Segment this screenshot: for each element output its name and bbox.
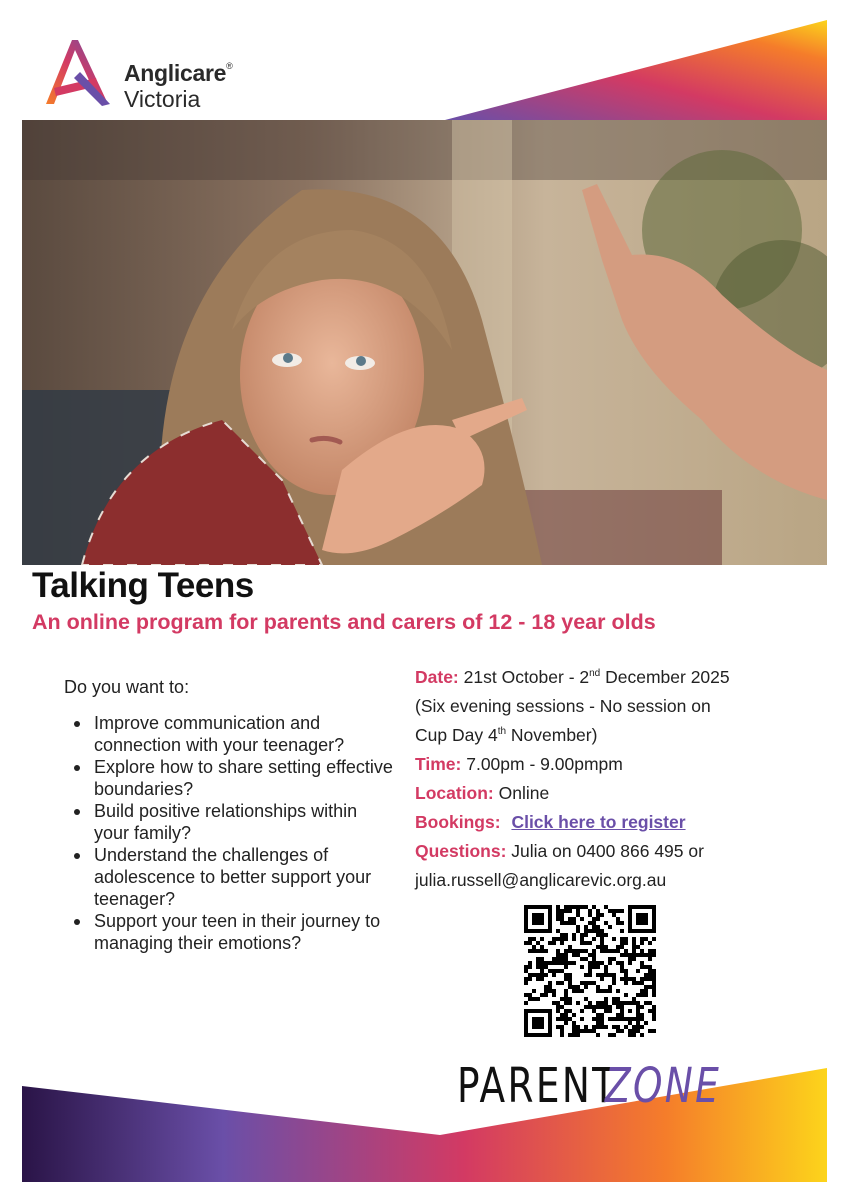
date-label: Date: — [415, 667, 459, 687]
brand-subname: Victoria — [124, 86, 201, 112]
location-value: Online — [498, 783, 550, 803]
location-row — [415, 779, 815, 808]
qr-code-icon[interactable] — [524, 905, 656, 1037]
session-note-line-2: Cup Day 4th November) — [415, 725, 598, 745]
page-subtitle: An online program for parents and carers of 12 - 18 year olds — [32, 610, 656, 634]
list-item: Support your teen in their journey to managing their emotions? — [94, 910, 394, 954]
location-label: Location: — [415, 783, 494, 803]
parentzone-logo-part2: ZONE — [604, 1058, 721, 1114]
hero-photo — [22, 120, 827, 565]
time-label: Time: — [415, 754, 462, 774]
list-item: Explore how to share setting effective boundaries? — [94, 757, 393, 799]
program-details — [415, 663, 815, 895]
benefits-section — [64, 676, 394, 954]
time-value: 7.00pm - 9.00pmpm — [466, 754, 623, 774]
bookings-row — [415, 808, 815, 837]
session-note-line-1: (Six evening sessions - No session on — [415, 696, 711, 716]
contact-email[interactable]: julia.russell@anglicarevic.org.au — [415, 870, 667, 890]
questions-label: Questions: — [415, 841, 507, 861]
page-title: Talking Teens — [32, 566, 254, 605]
bookings-label: Bookings: — [415, 812, 501, 832]
questions-value: Julia on 0400 866 495 or — [511, 841, 704, 861]
list-item: Improve communication and connection with your teenager? — [94, 712, 394, 756]
parentzone-logo-part1: PARENT — [457, 1058, 618, 1114]
questions-row — [415, 837, 815, 866]
parentzone-logo — [457, 1058, 754, 1114]
benefits-intro: Do you want to: — [64, 677, 190, 697]
anglicare-a-mark-icon — [40, 34, 116, 110]
anglicare-logo — [40, 34, 270, 114]
list-item: Build positive relationships within your family? — [94, 800, 394, 844]
date-value: 21st October - 2nd December 2025 — [463, 667, 730, 687]
register-link[interactable]: Click here to register — [511, 812, 686, 832]
benefits-list — [64, 712, 394, 954]
brand-name: Anglicare® — [124, 60, 233, 86]
list-item: Understand the challenges of adolescence to better support your teenager? — [94, 844, 394, 910]
time-row — [415, 750, 815, 779]
date-row — [415, 663, 815, 692]
